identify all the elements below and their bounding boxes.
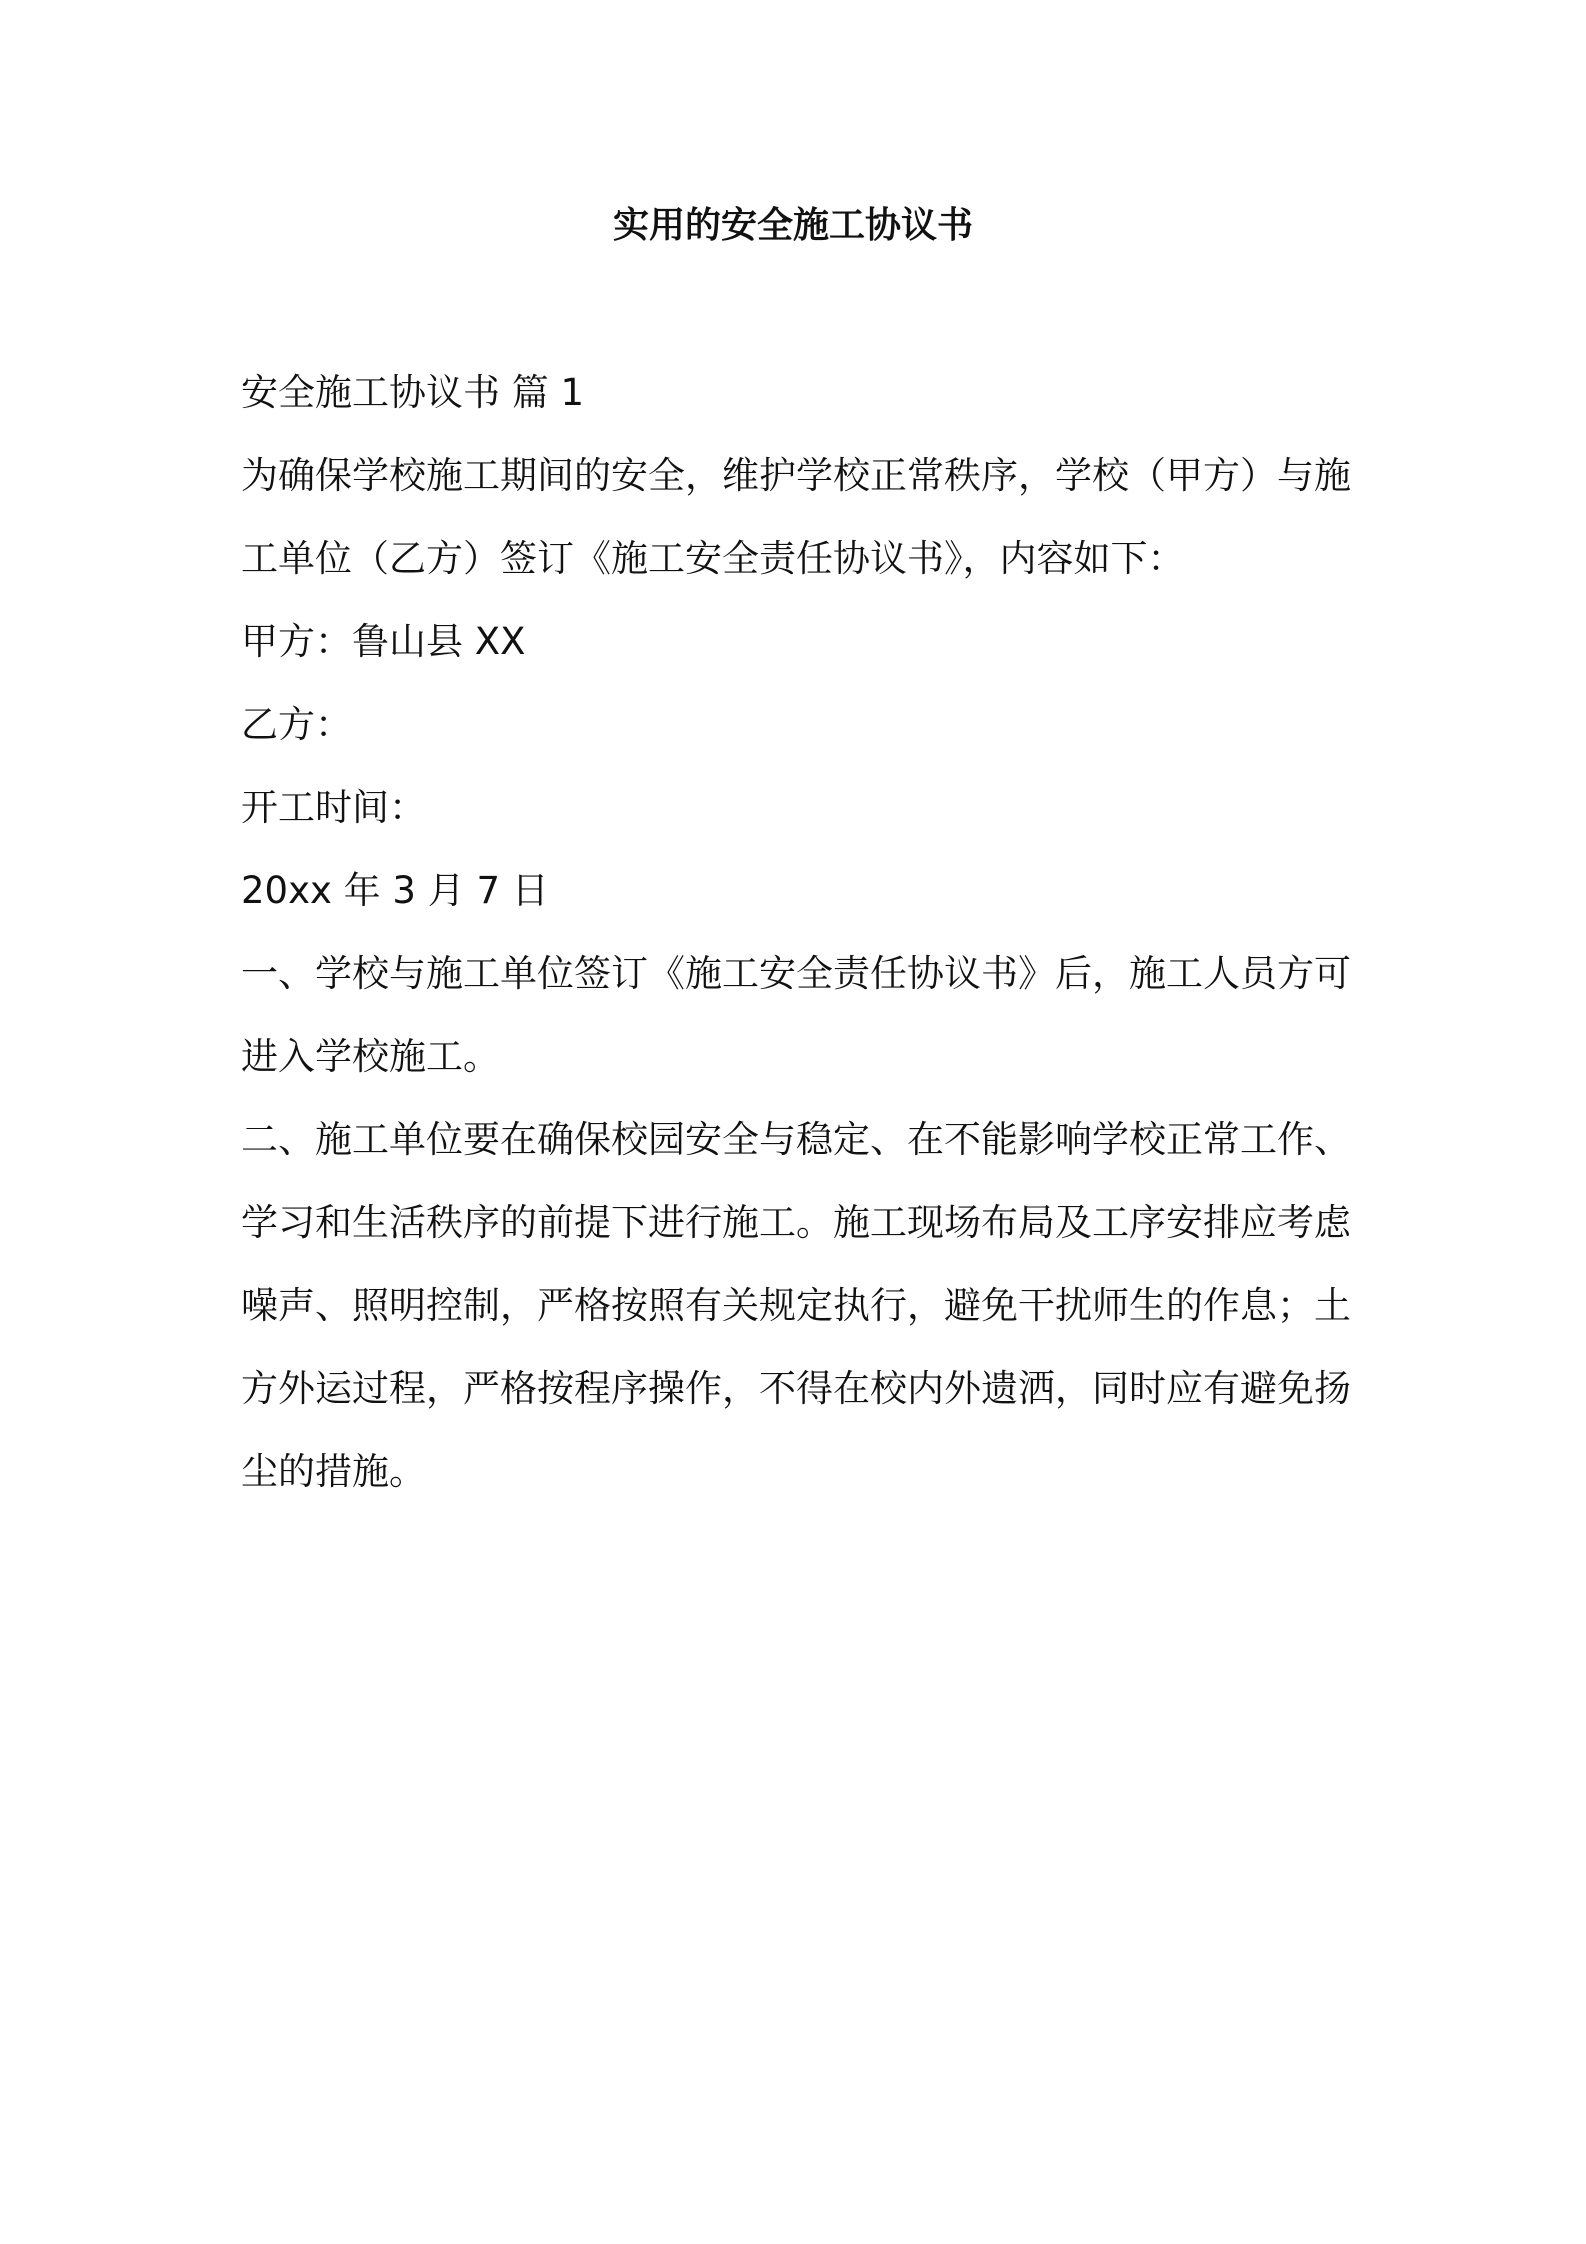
- clause-2-line: 学习和生活秩序的前提下进行施工。施工现场布局及工序安排应考虑: [241, 1201, 1351, 1244]
- clause-2-line: 方外运过程，严格按程序操作，不得在校内外遗洒，同时应有避免扬: [241, 1367, 1351, 1410]
- section-heading: 安全施工协议书 篇 1: [241, 371, 585, 414]
- clause-1-line: 进入学校施工。: [241, 1035, 500, 1078]
- intro-line: 为确保学校施工期间的安全，维护学校正常秩序，学校（甲方）与施: [241, 454, 1351, 497]
- clause-2-line: 噪声、照明控制，严格按照有关规定执行，避免干扰师生的作息；土: [241, 1284, 1351, 1327]
- intro-line: 工单位（乙方）签订《施工安全责任协议书》，内容如下：: [241, 537, 1185, 580]
- start-time-label: 开工时间：: [241, 786, 426, 829]
- party-b: 乙方：: [241, 703, 352, 746]
- document-title: 实用的安全施工协议书: [612, 205, 973, 246]
- clause-1-paragraph: [241, 932, 1361, 1098]
- document-body: [241, 351, 1361, 1513]
- intro-paragraph: [241, 434, 1361, 600]
- start-date: 20xx 年 3 月 7 日: [241, 869, 549, 912]
- clause-1-line: 一、学校与施工单位签订《施工安全责任协议书》后，施工人员方可: [241, 952, 1351, 995]
- clause-2-paragraph: [241, 1098, 1361, 1513]
- clause-2-line: 二、施工单位要在确保校园安全与稳定、在不能影响学校正常工作、: [241, 1118, 1351, 1161]
- party-a: 甲方：鲁山县 XX: [241, 620, 526, 663]
- clause-2-line: 尘的措施。: [241, 1450, 426, 1493]
